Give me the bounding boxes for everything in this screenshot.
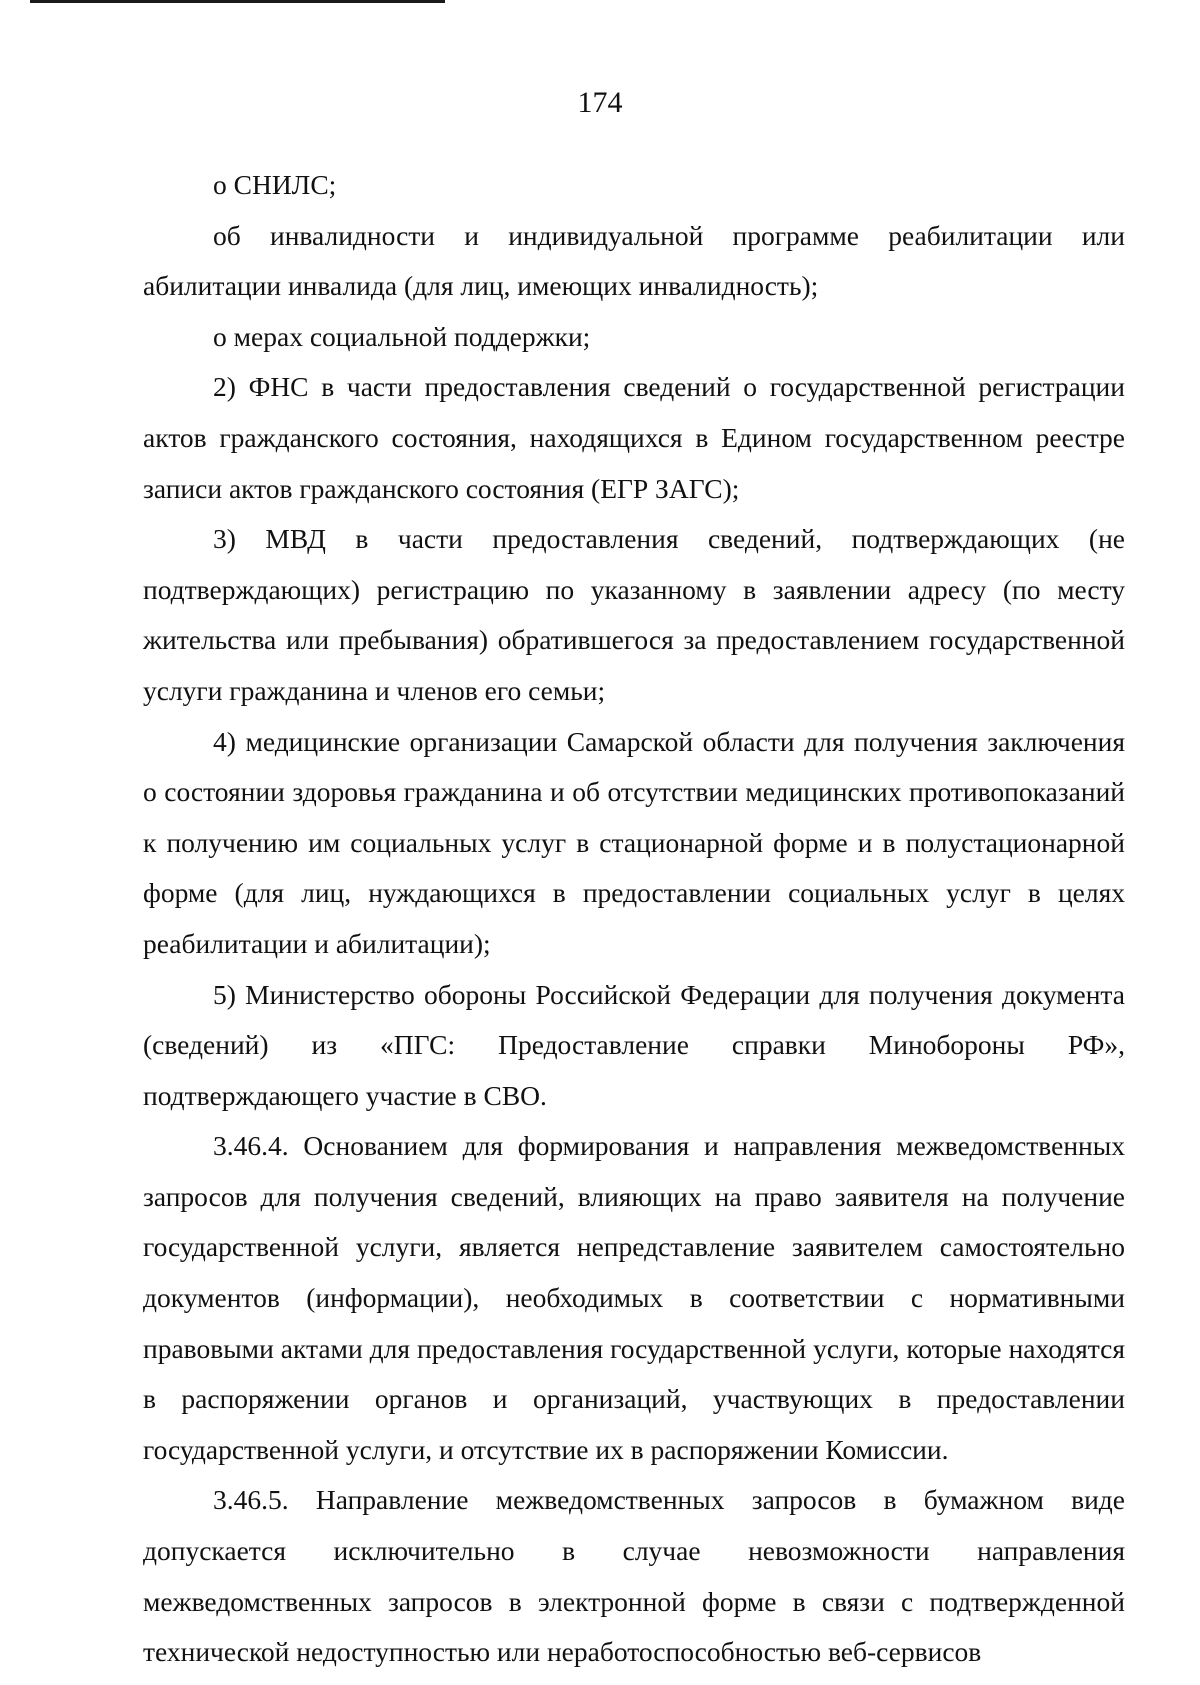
paragraph-3-46-4: 3.46.4. Основанием для формирования и направления межведомственных запросов для получения сведений, влияющих на право заявителя на получение государственной услуги, является непредставление заявителем самостоятельно документов (информации), необходимых в соответствии с нормативными правовыми актами для предоставления государственной услуги, которые находятся в распоряжении органов и организаций, участвующих в предоставлении государственной услуги, и отсутствие их в распоряжении Комиссии. <box>143 1130 1125 1465</box>
paragraph-3-46-5: 3.46.5. Направление межведомственных запросов в бумажном виде допускается исключительно в случае невозможности направления межведомственных запросов в электронной форме в связи с подтвержденной технической недоступностью или неработоспособностью веб-сервисов <box>143 1484 1125 1668</box>
document-body <box>143 160 1125 1678</box>
paragraph-disability: об инвалидности и индивидуальной программе реабилитации или абилитации инвалида (для лиц, имеющих инвалидность); <box>143 219 1125 302</box>
top-edge-rule <box>30 0 445 3</box>
paragraph-social-support: о мерах социальной поддержки; <box>213 320 591 352</box>
paragraph-snils: о СНИЛС; <box>213 169 337 200</box>
paragraph-item-2-fns: 2) ФНС в части предоставления сведений о государственной регистрации актов гражданского состояния, находящихся в Едином государственном реестре записи актов гражданского состояния (ЕГР ЗАГС); <box>143 371 1125 504</box>
paragraph-item-5-defense: 5) Министерство обороны Российской Федерации для получения документа (сведений) из «ПГС: Предоставление справки Минобороны РФ», подтверждающего участие в СВО. <box>143 978 1125 1111</box>
paragraph-item-3-mvd: 3) МВД в части предоставления сведений, подтверждающих (не подтверждающих) регистрацию по указанному в заявлении адресу (по месту жительства или пребывания) обратившегося за предоставлением государственной услуги гражданина и членов его семьи; <box>143 523 1125 706</box>
page-number: 174 <box>577 86 623 119</box>
paragraph-item-4-medical: 4) медицинские организации Самарской области для получения заключения о состоянии здоровья гражданина и об отсутствии медицинских противопоказаний к получению им социальных услуг в стационарной форме и в полустационарной форме (для лиц, нуждающихся в предоставлении социальных услуг в целях реабилитации и абилитации); <box>143 725 1125 959</box>
